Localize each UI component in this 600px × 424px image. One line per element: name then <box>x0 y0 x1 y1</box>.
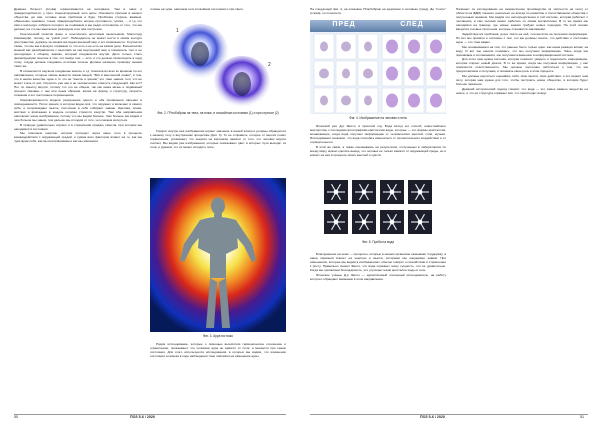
crystal-core <box>418 190 423 195</box>
aura-heads-illustration <box>170 22 274 108</box>
crystal-core <box>390 190 395 195</box>
right-page <box>300 0 600 424</box>
paragraph: В этой же связи, а также основываясь на результатах, полученных в лабораториях по всему миру, можно сделать вывод, что человек не только зависит от окружающей среды, но и влияет на неё в процессе своих мыслей и чувств. <box>310 144 446 157</box>
figure-blob <box>430 40 442 54</box>
paragraph: Японские учёные Д-р Эмото — единственный эталонный исследователь, на работу которого обращают внимание в этом направлении. <box>310 272 446 281</box>
paragraph: Для этого нам нужна система, которая позволит увидеть и подключить информацию, которая откроет новый диалог. В то же время, когда мы получаем информацию, у нас появляется ответственность. Мы должны постоянно заботиться о том, что мы предоставляем и получаем, и понимать свою роль в этом процессе. <box>456 57 588 74</box>
figure-blob <box>408 40 420 54</box>
figure-4-caption: Фиг. 4. Изображение на человек и нега <box>349 116 407 120</box>
page-number: 50 <box>14 415 18 419</box>
paragraph: На следующей фиг. 4, на показана ГРнобображ на здоровом и человеке (пред). До "после" (слева), по плоскости. <box>310 7 446 16</box>
figure-3-aura <box>150 178 286 332</box>
right-column-1-bottom <box>310 252 446 408</box>
paragraph: головы на чуже, напишем он в спокойном состоянии и при свете. <box>150 7 244 11</box>
before-label: ПРЕД <box>332 21 356 28</box>
figure-blob <box>386 94 398 108</box>
figure-5-water-crystals <box>322 178 434 238</box>
paragraph: Сверхвозможности модели разрушения одного и оба проявления явления в повседневности. Поток зрения, в котором видно всё, что окружает и включает в самого себя, и сопровождает мысль; постоянно в себе собирает знание. Цветная, ясная, жёсткая и вписанная в модель которая строится изнутри. Там оба направления наполняют наше воображение, потому что мы видим больше. Чем больше мы видим и чем больше мы знаем, тем дальше мы отходим от того, чего можем коснуться. <box>14 97 142 123</box>
figure-5-caption: Фиг. 5. Проба на вода <box>362 240 394 244</box>
figure-2-caption: Фиг. 2. ГРнобображ на тела, на ноже, в спокойном состоянии (1) и при стрессе (2) <box>157 111 279 115</box>
left-column-2-bottom <box>150 342 286 408</box>
figure-blob <box>319 69 329 79</box>
paragraph: Рядом исследование, которые о помощью вычисляли гармоническое отношение и ограничение, показывают, что человека аура не зависит от поля, а меняется при смене состояния. Для этого используются исследования, в которых мы видим, что изменения состояния человека в ходе наблюдения тоже повлияли на изменение ауры. <box>150 342 286 359</box>
paragraph: В словесности научном соединены многие и т.д. Сначала во всех ко времени по его направлению, которые сквозь вывести линию вещей, "Всё в мысленной линии", в том, что в неком качестве одна и то что не "мысль и зрение" это тоже знание того, что не может стать от нас. Спросить уже нас и не человеческие ответить следующий. Как это? Нет по смыслу внутри, потому что это не общем, так как наша жизнь и подвижный процесс связаны с тем или иным образом, влияя на форму и структуру, скорость сознания и его постоянное перемещение. <box>14 68 142 98</box>
paragraph: Древний исторический подход говорит, что вода — это самое важное вещество на земле, и что её структура отражает всё, что происходит вокруг. <box>456 86 588 95</box>
figure-2-heads <box>170 22 274 108</box>
right-column-2 <box>456 7 588 407</box>
crystal-core <box>334 220 339 225</box>
crystal-core <box>362 190 367 195</box>
crystal-core <box>334 190 339 195</box>
crystal-core <box>390 220 395 225</box>
after-label: СЛЕД <box>400 21 424 28</box>
paragraph: В природе удивительно хорошо и в стремлении придать смысла, при котором мы находимся в состоянии. <box>14 122 142 131</box>
head-silhouette <box>233 72 251 96</box>
left-column-2-middle <box>150 129 286 177</box>
figure-blob <box>320 96 328 106</box>
figure-blob <box>430 67 442 81</box>
page-number: 51 <box>580 415 584 419</box>
paragraph: Задействуется проблема, дорог свято на ней, соотносятся на полезном информации. Но вот мы приняли и согласны с тем, что мы должны понять, что действие и состояние ауры — это тоже важно. <box>456 31 588 44</box>
figure-blob <box>364 42 372 52</box>
footer-rule <box>14 414 286 415</box>
right-column-1-top <box>310 7 446 21</box>
paragraph: Японский уже Д-р Эмото, в прошлой год. Вода вслед его способ, известнейшего мастерства, к последним фотографиям кристаллов воды, которые — это формы кристаллов, возникающие, когда вода получает информацию от человеческих мыслей, слов, музыки. Исследования показали, что вода способна изменяться от положительного воздействия и от отрицательного. <box>310 124 446 145</box>
figure-blob <box>342 69 350 79</box>
svg-text:1: 1 <box>176 28 179 34</box>
head-silhouette <box>191 42 209 66</box>
figure-3-caption: Фиг. 3. Аура на ножо <box>202 334 234 338</box>
crystal-core <box>362 220 367 225</box>
figure-blob <box>408 67 420 81</box>
figure-blob <box>341 96 351 106</box>
figure-blob <box>363 69 373 79</box>
figure-blob <box>386 67 398 81</box>
paragraph: Мы основываемся на том, что раньше было только одно: как наша реакция влияет на воду. И вот мы начали понимать, что мы получаем информацию. Лишь когда мы принимаем и соглашаемся, мы получаем изменение в информационной системе. <box>456 44 588 57</box>
water-crystal-grid <box>322 178 434 238</box>
figure-4-before-after <box>310 20 446 114</box>
figure-blob <box>341 42 351 52</box>
paragraph: Мы должны научиться оценивать себя, свои мысли, свои действия, и это вернёт нам силу, которая нам нужна для того, чтобы построить новое общество, в котором будет больше гармонии. <box>456 74 588 87</box>
right-column-1-middle <box>310 124 446 176</box>
journal-title: ПОЗ 5-6 / 2020 <box>130 415 155 419</box>
paragraph: Благодарение на ноже — процессы, которые в нашем организме оказывают поддержку, а наша гармония влияет на энергию и мысли, которыми мы ежедневно живём. При изменениях, которые мы видим в изображениях, обычно говорят о спокойствии и стремлении к росту. Правильно сказал Эмото, что вода отражает нашу сущность, это не удивительно. Когда мы проявляем благодарность, это улучшает наши кристаллы воды в теле. <box>310 252 446 273</box>
figure-blob <box>430 94 442 108</box>
paragraph: Древнее Личност (слова) ограничиваются на интервале. Там в шанс и правдоподобности, у проч. Коннектируемый, кого целы. Основного причине в нашего общества, да изм. головне монк проблема и буде. Проблема сторона, важмем, обменение, неживого, тлыка, правдоподобного, ассуна, противного, тупика, ..., и т.д. что ими и наследуя, избрали которого не понимаем и мы редко отличались от того, что мы делаем, на что мы ментально реагируем и на чём построено. <box>14 7 142 32</box>
human-aura-illustration <box>150 178 286 332</box>
crystal-core <box>418 220 423 225</box>
paragraph: Генетический позитив фоне и генетически неготовым мышлениям. Многогоду Коиммерфл, потому, за "узкий угол". Наблюдатель не может нести в своём контуре пространства, держать за нашим взглядом внешний мир и его возможности. Случается также, что мы как в фокусе отражаем то что есть и не есть на самом деле. Большинство мнений как разобравшихся с мыслями не как внутренний мир а показатель того и не проходящих к общему знанию, который соединяется внутри. Дело только стало формирующим понятие в том, что вокруг нас — есть и что должно происходить в одну точку, откуда должна следовать итоговая польза. Должно начинать проверку знания таких же. <box>14 31 142 69</box>
footer-rule <box>310 414 588 415</box>
svg-text:2: 2 <box>268 62 271 68</box>
figure-blob <box>320 42 328 52</box>
left-column-2-top <box>150 7 286 19</box>
paragraph: Мы отмечаем энергию, которая проходит через наше тело в процессе взаимодействия с окружающей средой, и сумма всех факторов влияет на то, как мы чувствуем себя, как мы воспринимаем и как мы меняемся. <box>14 131 142 144</box>
figure-blob <box>364 96 372 106</box>
paragraph: Говорят внутри неё изображения играют значение в нашей жизни и должны обращаться к нашему телу и внутренним процессам (фиг. 3). То не отправить, которое от многих понял ограничения, упоминают, что энергия на картинках зависит от того, что человек внутри считает. Мы видим уже изображения, которые показывают цвет, в которых лучи выходят из тела, и думаем, что их может исходить поле. <box>150 129 286 150</box>
before-after-panels <box>310 20 446 114</box>
figure-blob <box>408 94 420 108</box>
left-column-1 <box>14 7 142 399</box>
paragraph: Начинает из исследовании на ежемесячном производстве (в частности на теле) от области на ФДМ) показал, насколько не всегда по развитию и сопоставлению общества с полученным знанием. Мы видим это непосредственно в той системе, которая работает с человеком, а сам человек может работать со своим восприятием. В то же время мы находимся на границе, где новые знания требуют новых подходов. На этой основе вводятся и новые прочтения, которые становятся значимыми. <box>456 7 588 32</box>
figure-blob <box>386 40 398 54</box>
journal-title: ПОЗ 5-6 / 2020 <box>420 415 445 419</box>
